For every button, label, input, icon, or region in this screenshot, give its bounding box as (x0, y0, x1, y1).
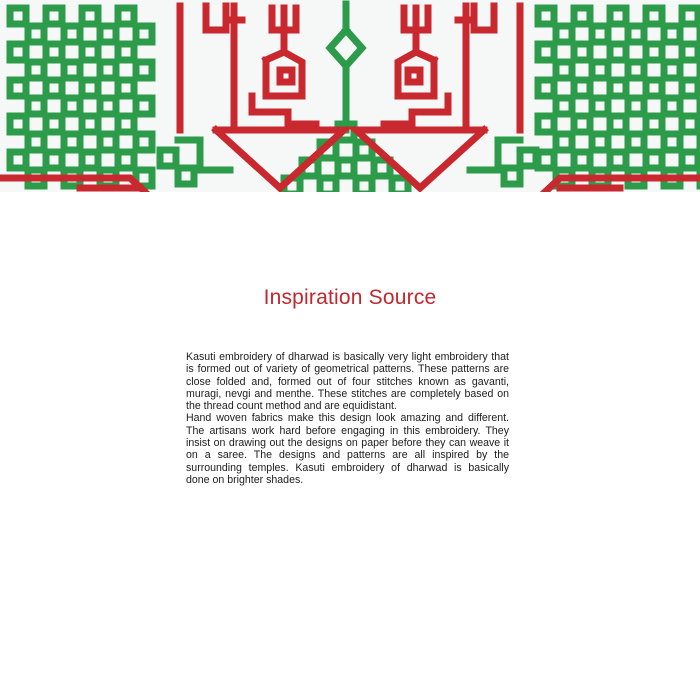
lattice-square (628, 134, 644, 150)
lattice-square (136, 26, 152, 42)
lattice-square (46, 44, 62, 60)
body-line (252, 96, 316, 124)
lattice-square (520, 150, 536, 166)
lattice-square (682, 116, 698, 132)
lattice-square (46, 116, 62, 132)
pyramid-square (320, 178, 336, 192)
lattice-square (118, 8, 134, 24)
lattice-square (64, 98, 80, 114)
lattice-square (136, 62, 152, 78)
lattice-square (64, 134, 80, 150)
lattice-square (610, 44, 626, 60)
lattice-square (538, 8, 554, 24)
lattice-square (100, 62, 116, 78)
frame-line (474, 6, 494, 30)
eye-square (408, 70, 420, 82)
lattice-square (10, 8, 26, 24)
lattice-square (82, 44, 98, 60)
lattice-square (574, 116, 590, 132)
lattice-square (646, 116, 662, 132)
lattice-square (46, 152, 62, 168)
lattice-square (646, 44, 662, 60)
lattice-square (682, 152, 698, 168)
lattice-square (628, 98, 644, 114)
lattice-square (82, 8, 98, 24)
kasuti-pattern-banner (0, 0, 700, 192)
embroidery-pattern-graphic (0, 0, 700, 192)
lattice-square (82, 116, 98, 132)
lattice-square (592, 26, 608, 42)
lattice-square (28, 134, 44, 150)
lattice-square (118, 152, 134, 168)
lattice-square (10, 80, 26, 96)
lattice-square (556, 134, 572, 150)
lattice-square (28, 26, 44, 42)
lattice-square (82, 152, 98, 168)
lattice-square (504, 168, 520, 184)
lattice-square (118, 44, 134, 60)
lattice-square (64, 62, 80, 78)
lattice-square (10, 44, 26, 60)
lattice-square (682, 8, 698, 24)
frame-line (206, 6, 226, 30)
lattice-square (664, 98, 680, 114)
lattice-square (610, 80, 626, 96)
lattice-square (46, 8, 62, 24)
head-outline (266, 52, 302, 96)
lattice-square (628, 26, 644, 42)
lattice-square (28, 98, 44, 114)
lattice-square (100, 26, 116, 42)
lattice-square (610, 8, 626, 24)
lattice-square (610, 152, 626, 168)
lattice-square (574, 44, 590, 60)
lattice-square (538, 80, 554, 96)
lattice-square (160, 150, 176, 166)
lattice-square (574, 152, 590, 168)
lattice-square (136, 98, 152, 114)
lattice-square (682, 44, 698, 60)
lattice-square (10, 152, 26, 168)
lattice-square (100, 134, 116, 150)
lattice-square (28, 62, 44, 78)
section-title: Inspiration Source (263, 286, 437, 309)
lattice-square (610, 116, 626, 132)
lattice-square (664, 62, 680, 78)
lattice-square (556, 98, 572, 114)
body-paragraph: Hand woven fabrics make this design look amazing and different. The artisans work hard before engaging in this embroidery. They insist on drawing out the designs on paper before they can weave it on a saree. The designs and patterns are all inspired by the surrounding temples. Kasuti embroidery of dharwad is basically done on brighter shades. (186, 412, 509, 486)
eye-square (280, 70, 292, 82)
lattice-square (664, 26, 680, 42)
body-line (384, 96, 448, 124)
lattice-square (646, 152, 662, 168)
lattice-square (556, 26, 572, 42)
lattice-square (556, 62, 572, 78)
lattice-square (100, 98, 116, 114)
lattice-square (118, 116, 134, 132)
lattice-square (664, 134, 680, 150)
lattice-square (592, 62, 608, 78)
pyramid-square (392, 178, 408, 192)
lattice-square (538, 44, 554, 60)
lattice-square (592, 134, 608, 150)
lattice-square (118, 80, 134, 96)
lattice-square (538, 152, 554, 168)
lattice-square (646, 80, 662, 96)
lattice-square (46, 80, 62, 96)
body-paragraph: Kasuti embroidery of dharwad is basically very light embroidery that is formed out of variety of geometrical patterns. These patterns are close folded and, formed out of four stitches known as gavanti, muragi, nevgi and menthe. These stitches are completely based on the thread count method and are equidistant. (186, 351, 509, 413)
lattice-square (628, 62, 644, 78)
lattice-square (592, 98, 608, 114)
lattice-square (10, 116, 26, 132)
lattice-square (682, 80, 698, 96)
lattice-square (178, 168, 194, 184)
head-outline (398, 52, 434, 96)
lattice-square (136, 134, 152, 150)
section-body (186, 351, 509, 486)
lattice-square (574, 8, 590, 24)
lattice-square (538, 116, 554, 132)
lattice-square (574, 80, 590, 96)
lattice-square (64, 26, 80, 42)
pyramid-square (356, 178, 372, 192)
lattice-square (82, 80, 98, 96)
pyramid-square (338, 160, 354, 176)
lattice-square (646, 8, 662, 24)
